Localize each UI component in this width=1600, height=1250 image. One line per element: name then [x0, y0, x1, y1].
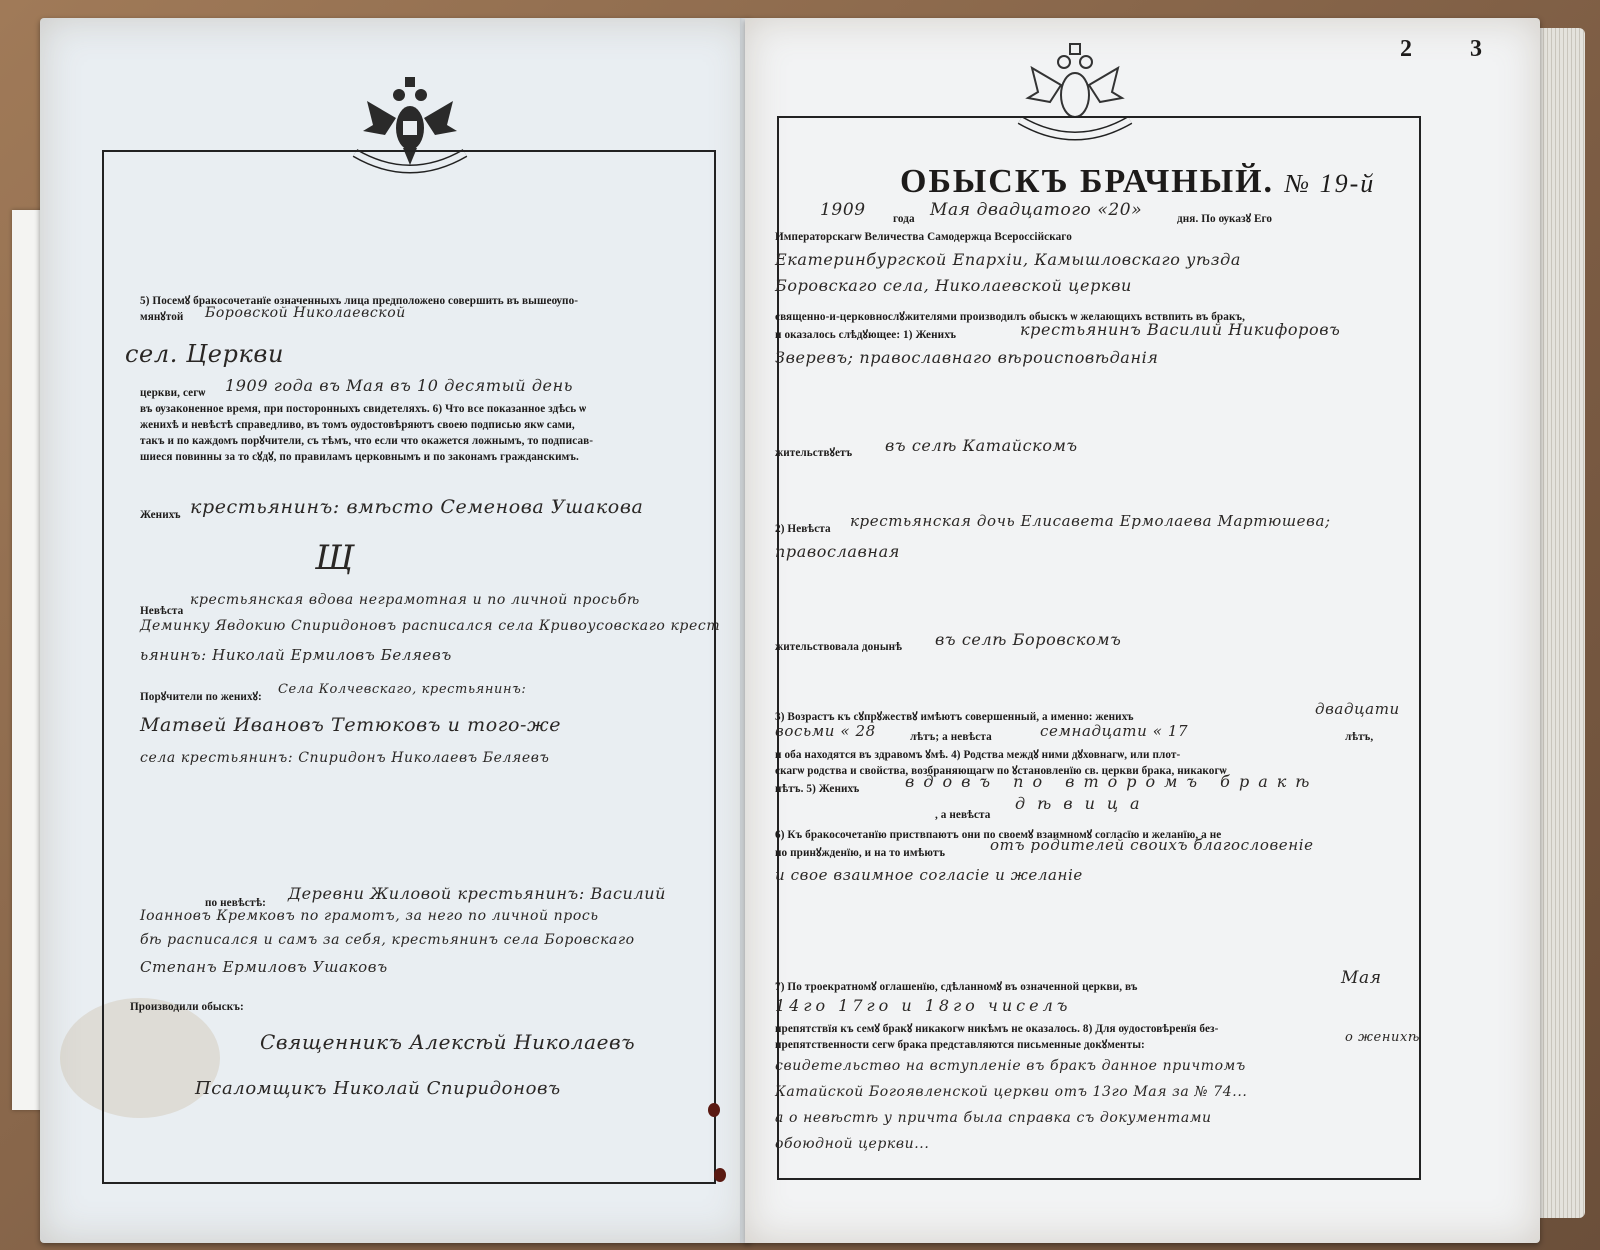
groom-label: Женихъ [140, 509, 181, 521]
printed-line: Императорскагѡ Величества Самодержца Всероссійскаго [775, 231, 1072, 243]
printed-line: 6) Къ бракосочетанїю приствпаютъ они по своемꙋ взаимномꙋ согласїю и желанїю, а не [775, 829, 1222, 841]
handwritten-docs: о женихѣ [1345, 1030, 1420, 1045]
handwritten-church: Боровскаго села, Николаевской церкви [775, 276, 1132, 295]
bride-signature: ьянинъ: Николай Ермиловъ Беляевъ [140, 646, 452, 664]
printed-line: лѣтъ, [1345, 731, 1374, 743]
groom-residence-label: жительствꙋетъ [775, 447, 853, 459]
bride-residence-label: жительствовала донынѣ [775, 641, 903, 653]
groom-mark: Щ [315, 538, 355, 578]
binding-wax [708, 1103, 720, 1117]
handwritten-diocese: Екатеринбургской Епархіи, Камышловскаго уѣзда [775, 250, 1241, 269]
printed-line: лѣтъ; а невѣста [910, 731, 992, 743]
printed-line: препятственности сегѡ брака представляются письменные докꙋменты: [775, 1039, 1145, 1051]
title-text: ОБЫСКЪ БРАЧНЫЙ. [900, 163, 1275, 200]
handwritten-date: 1909 года въ Мая въ 10 десятый день [225, 376, 574, 395]
guarantor-text: Степанъ Ермиловъ Ушаковъ [140, 958, 388, 976]
handwritten-year: 1909 [820, 200, 866, 220]
printed-line: препятствїя къ семꙋ бракꙋ никакогѡ никѣмъ не оказалось. 8) Для ѹдостовѣренїя без- [775, 1023, 1219, 1035]
guarantors-groom-label: Порꙋчители по женихꙋ: [140, 691, 262, 703]
page-edges [1540, 28, 1585, 1218]
right-page [745, 18, 1540, 1243]
handwritten-residence: въ селѣ Катайскомъ [885, 436, 1078, 455]
guarantors-bride-label: по невѣстѣ: [205, 897, 267, 909]
guarantor-text: Іоанновъ Кремковъ по грамотъ, за него по личной прось [140, 908, 599, 924]
handwritten-consent: отъ родителей своихъ благословеніе [990, 836, 1314, 854]
printed-line: и оба находятся въ здравомъ ꙋмѣ. 4) Родства междꙋ ними дꙋховнагѡ, или плот- [775, 749, 1181, 761]
open-register-book [40, 18, 1585, 1243]
left-page [40, 18, 750, 1243]
guarantor-text: Села Колчевскаго, крестьянинъ: [278, 682, 527, 697]
record-number: № 19-й [1284, 169, 1376, 198]
bride-signature: крестьянская вдова неграмотная и по личной просьбѣ [190, 592, 640, 608]
printed-line: нѣтъ. 5) Женихъ [775, 783, 860, 795]
handwritten-age: восьми « 28 [775, 722, 876, 740]
handwritten-age: двадцати [1315, 700, 1400, 718]
printed-line: въ ѹзаконенное время, при посторонныхъ свидетеляхъ. 6) Что все показанное здѣсь ѡ [140, 403, 587, 415]
document-title [900, 163, 1375, 201]
printed-line: шиеся повинны за то сꙋдꙋ, по правиламъ церковнымъ и по законамъ гражданскимъ. [140, 451, 579, 463]
printed-line: года [893, 213, 915, 225]
printed-line: дня. По ѹказꙋ Его [1177, 213, 1273, 225]
handwritten-docs: свидетельство на вступленіе въ бракъ данное причтомъ [775, 1058, 1246, 1074]
printed-line: 7) По троекратномꙋ оглашенїю, сдѣланномꙋ въ означенной церкви, въ [775, 981, 1138, 993]
handwritten-banns: 14го 17го и 18го чиселъ [775, 996, 1072, 1015]
handwritten-docs: а о невѣстѣ у причта была справка съ документами [775, 1110, 1212, 1126]
printed-line: и оказалось слѣдꙋющее: 1) Женихъ [775, 329, 957, 341]
page-number-left: 2 [1400, 36, 1412, 62]
handwritten-parish: Боровской Николаевской [205, 305, 406, 321]
handwritten-residence: въ селѣ Боровскомъ [935, 630, 1122, 649]
bride-signature: Деминку Явдокию Спиридоновъ расписался села Кривоусовскаго крест [140, 618, 721, 634]
printed-line: 3) Возрастъ къ сꙋпрꙋжествꙋ имѣютъ совершенный, а именно: женихъ [775, 711, 1134, 723]
printed-line: 5) Посемꙋ бракосочетанїе означенныхъ лица предположено совершить въ вышеѹпо- [140, 295, 579, 307]
handwritten-note: сел. Церкви [125, 340, 285, 368]
handwritten-groom: Зверевъ; православнаго вѣроисповѣданія [775, 348, 1159, 367]
printed-line: скагѡ родства и свойства, возбраняющагѡ по ꙋстановленїю св. церкви брака, никакогѡ [775, 765, 1227, 777]
bride-label: 2) Невѣста [775, 523, 831, 535]
handwritten-date: Мая двадцатого «20» [930, 200, 1143, 220]
bride-label: Невѣста [140, 605, 184, 617]
printed-line: мянꙋтой [140, 311, 184, 323]
handwritten-docs: обоюдной церкви... [775, 1136, 930, 1152]
handwritten-groom: крестьянинъ Василий Никифоровъ [1020, 320, 1341, 339]
guarantor-text: бѣ расписался и самъ за себя, крестьянинъ села Боровскаго [140, 932, 635, 948]
printed-line: священно-и-церковнослꙋжителями производилъ обыскъ ѡ желающихъ вствпить въ бракъ, [775, 311, 1246, 323]
printed-line: , а невѣста [935, 809, 991, 821]
priest-signature: Священникъ Алексѣй Николаевъ [260, 1030, 636, 1054]
handwritten-bride: православная [775, 542, 900, 561]
guarantor-text: Деревни Жиловой крестьянинъ: Василий [288, 884, 667, 903]
performed-by-label: Производили обыскъ: [130, 1001, 244, 1013]
handwritten-banns: Мая [1341, 968, 1382, 988]
handwritten-consent: и свое взаимное согласіе и желаніе [775, 866, 1083, 884]
printed-line: по принꙋжденїю, и на то имѣютъ [775, 847, 946, 859]
groom-signature: крестьянинъ: вмѣсто Семенова Ушакова [190, 496, 644, 518]
handwritten-docs: Катайской Богоявленской церкви отъ 13го Мая за № 74... [775, 1084, 1248, 1100]
guarantor-text: села крестьянинъ: Спиридонъ Николаевъ Беляевъ [140, 750, 550, 766]
page-number-right: 3 [1470, 36, 1482, 62]
guarantor-text: Матвей Ивановъ Тетюковъ и того-же [140, 714, 562, 736]
handwritten-age: семнадцати « 17 [1040, 722, 1189, 740]
handwritten-marital: дѣвица [1015, 794, 1152, 813]
handwritten-bride: крестьянская дочь Елисавета Ермолаева Мартюшева; [850, 512, 1331, 530]
psalmist-signature: Псаломщикъ Николай Спиридоновъ [195, 1078, 561, 1099]
handwritten-marital: вдовъ по второмъ бракѣ [905, 772, 1319, 791]
printed-line: такъ и по каждомъ порꙋчители, съ тѣмъ, что если что окажется ложнымъ, то подписав- [140, 435, 594, 447]
printed-line: женихѣ и невѣстѣ справедливо, въ томъ ѹдостовѣряютъ своею подписью якѡ сами, [140, 419, 575, 431]
printed-line: церкви, сегѡ [140, 387, 206, 399]
binding-wax [714, 1168, 726, 1182]
